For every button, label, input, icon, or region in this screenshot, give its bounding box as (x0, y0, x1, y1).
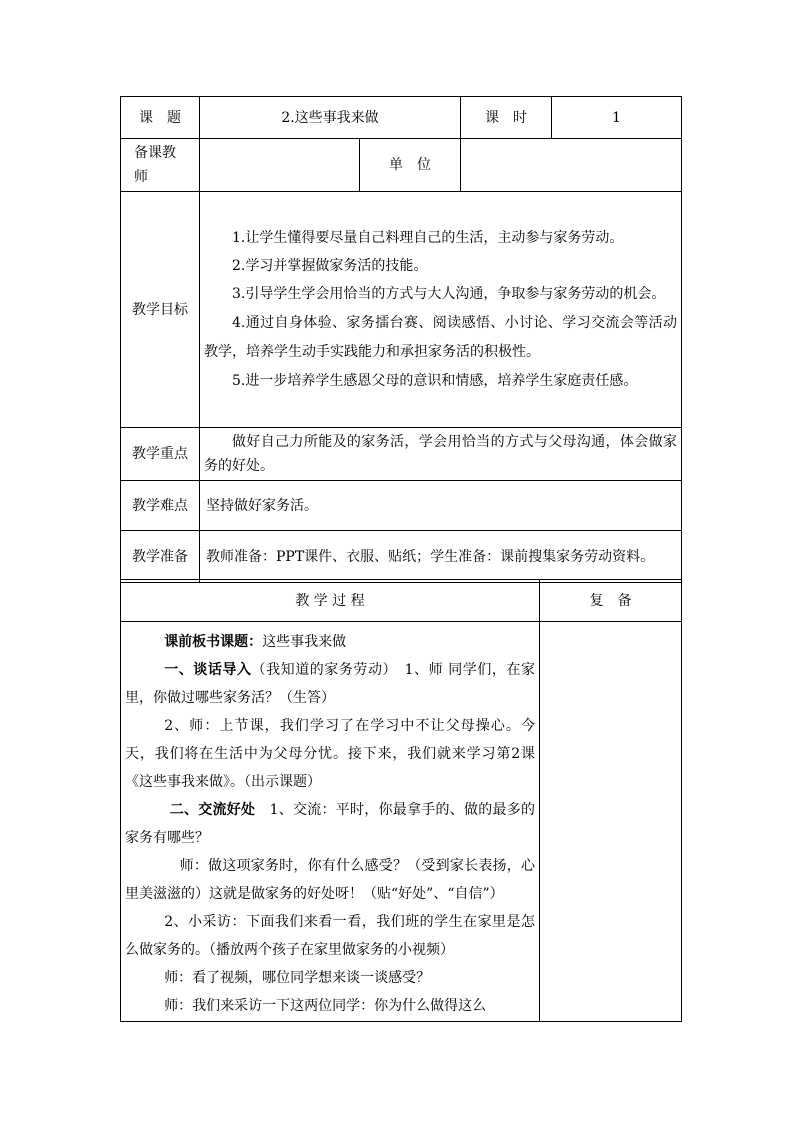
topic-value: 2.这些事我来做 (200, 97, 461, 139)
board-title-text: 这些事我来做 (262, 634, 347, 650)
preparation-label: 教学准备 (132, 548, 188, 565)
hours-label: 课 时 (461, 97, 552, 139)
difficulties-label-cell (121, 481, 200, 531)
objective-item: 5.进一步培养学生感恩父母的意识和情感，培养学生家庭责任感。 (232, 372, 638, 389)
review-header: 复 备 (540, 580, 682, 622)
section-heading: 一、谈话导入 (164, 662, 252, 678)
objective-item: 1.让学生懂得要尽量自己料理自己的生活，主动参与家务劳动。 (232, 229, 624, 246)
process-paragraph (125, 796, 535, 852)
process-header: 教 学 过 程 (121, 580, 540, 622)
section-heading: 二、交流好处 (169, 802, 256, 818)
teacher-value (200, 139, 360, 192)
section-text: 1、交流：平时，你最拿手的、做的最多的家务有哪些？ (125, 802, 536, 846)
teacher-label (121, 139, 200, 192)
process-paragraph: 师：看了视频，哪位同学想来谈一谈感受？ (164, 970, 431, 986)
key-points-label: 教学重点 (132, 446, 188, 462)
teaching-process-table (120, 579, 682, 1022)
process-paragraph (125, 628, 535, 656)
objective-item: 2.学习并掌握做家务活的技能。 (232, 257, 428, 274)
process-paragraph (125, 656, 535, 712)
process-content (121, 622, 540, 1022)
topic-label: 课 题 (121, 97, 200, 139)
key-points-label-cell (121, 428, 200, 481)
process-paragraph: 2、小采访：下面我们来看一看，我们班的学生在家里是怎么做家务的。（播放两个孩子在家里做家务的小视频） (125, 914, 535, 958)
lesson-info-table (120, 96, 682, 583)
process-paragraph: 师：做这项家务时，你有什么感受？（受到家长表扬，心里美滋滋的）这就是做家务的好处呀！（贴“好处”、“自信”） (125, 858, 535, 902)
board-title-label: 课前板书课题： (164, 634, 263, 650)
review-column (540, 622, 682, 1022)
difficulties-label: 教学难点 (132, 497, 188, 514)
objective-item: 3.引导学生学会用恰当的方式与大人沟通，争取参与家务劳动的机会。 (232, 285, 666, 302)
preparation-label-cell (121, 531, 200, 583)
key-points-value (200, 428, 682, 481)
section-text: （我知道的家务劳动） 1、师 同学们，在家里，你做过哪些家务活？（生答） (125, 662, 536, 706)
hours-value: 1 (552, 97, 682, 139)
preparation-value (200, 531, 682, 583)
difficulties-value (200, 481, 682, 531)
teacher-label-text: 备课教师 (134, 145, 176, 185)
difficulties-text: 坚持做好家务活。 (206, 497, 318, 514)
objectives-label-cell (121, 192, 200, 428)
process-paragraph: 师：我们来采访一下这两位同学：你为什么做得这么 (164, 998, 487, 1014)
unit-label: 单 位 (360, 139, 461, 192)
preparation-text: 教师准备：PPT课件、衣服、贴纸；学生准备：课前搜集家务劳动资料。 (206, 548, 655, 565)
objectives-content (200, 192, 682, 428)
objective-item: 4.通过自身体验、家务擂台赛、阅读感悟、小讨论、学习交流会等活动教学，培养学生动手实践能力和承担家务活的积极性。 (204, 314, 678, 360)
objectives-label: 教学目标 (132, 301, 188, 318)
process-paragraph: 2、师：上节课，我们学习了在学习中不让父母操心。今天，我们将在生活中为父母分忧。接下来，我们就来学习第2课《这些事我来做》。（出示课题） (125, 718, 535, 790)
key-points-text: 做好自己力所能及的家务活，学会用恰当的方式与父母沟通，体会做家务的好处。 (204, 434, 678, 474)
unit-value (461, 139, 682, 192)
